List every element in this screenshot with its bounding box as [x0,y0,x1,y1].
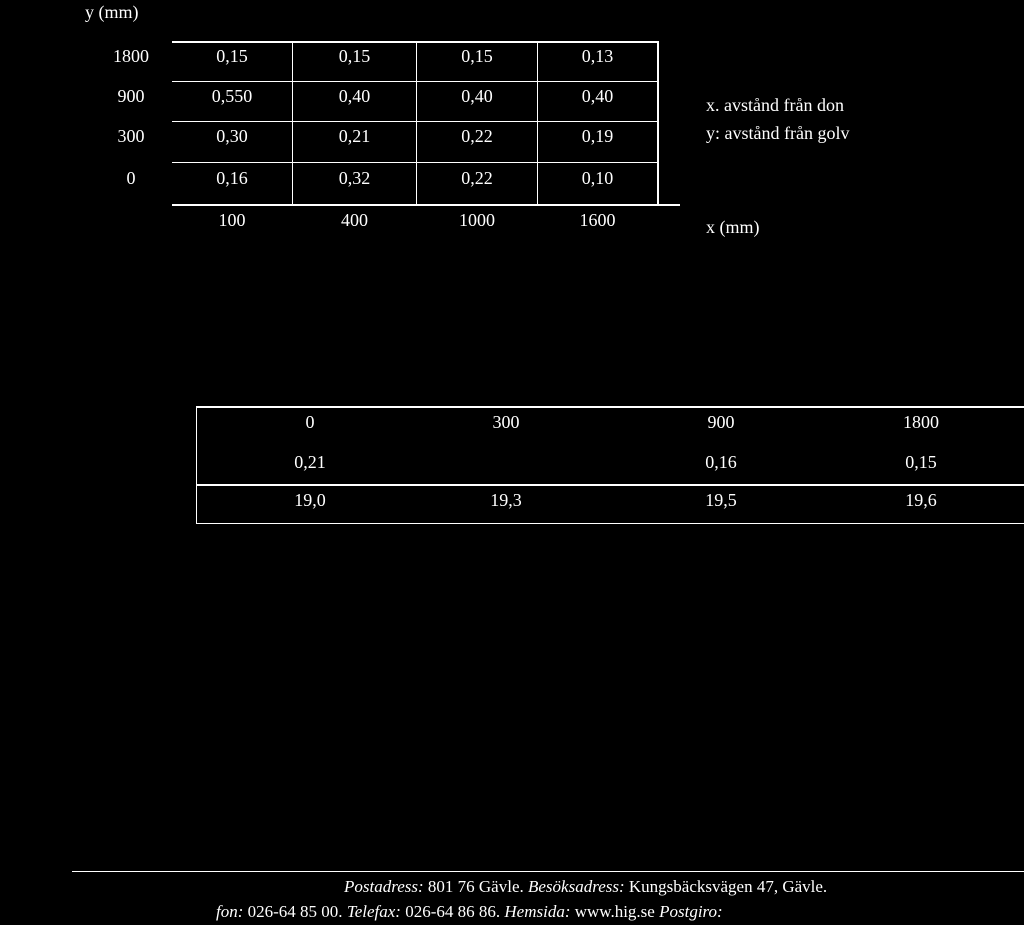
footer-fon-value: 026-64 85 00. [247,902,343,921]
legend-x: x. avstånd från don [706,95,844,115]
grid-cell: 0,15 [338,46,371,66]
grid-cell: 0,15 [461,46,493,66]
table2-cell: 19,3 [490,490,522,510]
grid-cell: 0,40 [581,86,614,106]
footer-besok-value: Kungsbäcksvägen 47, Gävle. [628,877,828,896]
grid-line [172,121,658,122]
footer-telefax-value: 026-64 86 86. [405,902,501,921]
x-value-1000: 1000 [459,210,495,230]
grid-line-top [172,41,658,43]
grid-line [172,162,658,163]
footer-line-2 [216,902,723,922]
grid-cell: 0,22 [461,168,493,188]
legend-y: y: avstånd från golv [706,123,850,143]
x-axis-label: x (mm) [706,217,760,237]
table2-cell: 0,15 [905,452,937,472]
table2-line-top [196,406,1024,408]
grid-cell: 0,21 [338,126,371,146]
footer-telefax-label: Telefax: [346,902,401,921]
grid-line-bottom [172,204,680,206]
grid-cell: 0,32 [338,168,371,188]
table2-cell: 19,5 [705,490,737,510]
y-axis-label: y (mm) [85,2,139,22]
x-value-100: 100 [218,210,246,230]
table2-cell: 19,0 [294,490,326,510]
table2-cell: 0,16 [705,452,737,472]
footer-postgiro-label: Postgiro: [659,902,723,921]
grid-line [172,81,658,82]
table2-header-cell: 1800 [903,412,939,432]
y-value-1800: 1800 [113,46,149,66]
y-value-900: 900 [117,86,145,106]
table2-cell: 19,6 [905,490,937,510]
footer-hemsida-label: Hemsida: [504,902,571,921]
x-value-1600: 1600 [579,210,616,230]
grid-cell: 0,550 [211,86,253,106]
footer-line-1 [344,877,827,897]
grid-cell: 0,22 [461,126,493,146]
grid-cell: 0,19 [581,126,614,146]
table2-line-mid [196,484,1024,486]
x-value-400: 400 [341,210,368,230]
y-value-0: 0 [126,168,136,188]
footer-fon-label: fon: [216,902,244,921]
y-value-300: 300 [117,126,145,146]
table2-line-bottom [196,523,1024,524]
grid-cell: 0,40 [461,86,493,106]
table2-cell: 0,21 [294,452,326,472]
table2-header-cell: 900 [707,412,735,432]
grid-cell: 0,40 [338,86,371,106]
grid-cell: 0,30 [216,126,248,146]
table2-header-cell: 300 [492,412,520,432]
footer-hemsida-value: www.hig.se [574,902,655,921]
grid-cell: 0,15 [216,46,248,66]
table2-header-cell: 0 [305,412,315,432]
footer-besok-label: Besöksadress: [528,877,625,896]
footer-divider [72,871,1024,872]
grid-cell: 0,13 [581,46,614,66]
table2-left-border [196,406,197,524]
grid-vline-right [657,41,659,204]
footer-postadress-value: 801 76 Gävle. [427,877,524,896]
grid-cell: 0,10 [581,168,614,188]
grid-cell: 0,16 [216,168,248,188]
footer-postadress-label: Postadress: [344,877,424,896]
